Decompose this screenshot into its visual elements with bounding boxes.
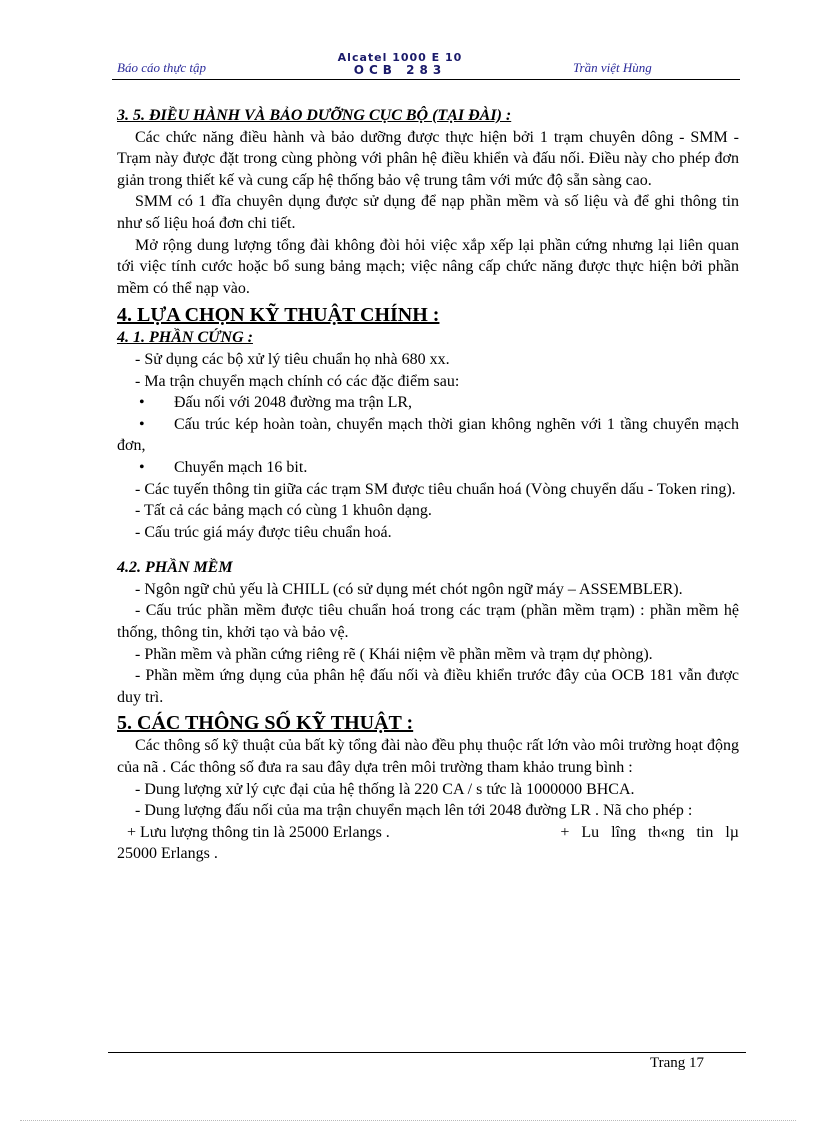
hardware-item-5: - Cấu trúc giá máy được tiêu chuẩn hoá. xyxy=(135,523,392,541)
header-logo-line2: OCB 283 xyxy=(353,63,447,77)
bullet-text: Chuyển mạch 16 bit. xyxy=(174,458,308,476)
software-item-2: - Cấu trúc phần mềm được tiêu chuẩn hoá trong các trạm (phần mềm trạm) : phần mềm hệ thống, thông tin, khởi tạo và bảo vệ. xyxy=(117,602,739,642)
section-4-heading: 4. LỰA CHỌN KỸ THUẬT CHÍNH : xyxy=(117,304,440,327)
traffic-item-2-continued: 25000 Erlangs . xyxy=(117,845,218,863)
software-item-3: - Phần mềm và phần cứng riêng rẽ ( Khái niệm về phần mềm và trạm dự phòng). xyxy=(135,645,653,663)
section-3-5-heading: 3. 5. ĐIỀU HÀNH VÀ BẢO DƯỠNG CỤC BỘ (TẠI ĐÀI) : xyxy=(117,107,512,124)
spec-item-1: - Dung lượng xử lý cực đại của hệ thống là 220 CA / s tức là 1000000 BHCA. xyxy=(135,780,635,798)
section-5-paragraph: Các thông số kỹ thuật của bất kỳ tổng đài nào đều phụ thuộc rất lớn vào môi trường hoạt động của nã . Các thông số đưa ra sau đây dựa trên môi trường tham khảo trung bình : xyxy=(117,737,739,777)
header-report-title: Báo cáo thực tập xyxy=(117,60,207,75)
bullet-icon: • xyxy=(139,394,145,412)
header-divider xyxy=(112,79,740,80)
bullet-item-3 xyxy=(117,457,739,479)
traffic-item-2: + Lu lîng th«ng tin lµ xyxy=(560,823,739,841)
hardware-item-2: - Ma trận chuyển mạch chính có các đặc điểm sau: xyxy=(135,372,460,390)
bullet-item-1 xyxy=(117,392,739,414)
hardware-item-1: - Sử dụng các bộ xử lý tiêu chuẩn họ nhà 680 xx. xyxy=(135,350,450,368)
software-item-1: - Ngôn ngữ chủ yếu là CHILL (có sử dụng mét chót ngôn ngữ máy – ASSEMBLER). xyxy=(135,580,683,598)
spec-item-2: - Dung lượng đấu nối của ma trận chuyển mạch lên tới 2048 đường LR . Nã cho phép : xyxy=(135,802,693,820)
page-body xyxy=(117,105,739,865)
section-3-5-paragraph-1: Các chức năng điều hành và bảo dưỡng được thực hiện bởi 1 trạm chuyên dông - SMM - Trạm này được đặt trong cùng phòng với phân hệ điều khiển và đấu nối. Điều này cho phép đơn giản trong thiết kế và cung cấp hệ thống bảo vệ trung tâm với mức độ sẵn sàng cao. xyxy=(117,128,739,189)
traffic-row xyxy=(117,822,739,844)
page-number: Trang 17 xyxy=(650,1055,705,1071)
section-3-5-paragraph-3: Mở rộng dung lượng tổng đài không đòi hỏi việc xắp xếp lại phần cứng nhưng lại liên quan tới việc tính cước hoặc bổ sung bảng mạch; việc nâng cấp chức năng được thực hiện bởi phần mềm có thể nạp vào. xyxy=(117,236,739,297)
header-author: Trần việt Hùng xyxy=(573,60,652,75)
traffic-item-1: + Lưu lượng thông tin là 25000 Erlangs . xyxy=(127,823,390,841)
header-logo-line1: Alcatel 1000 E 10 xyxy=(337,51,463,64)
section-4-2-heading: 4.2. PHẦN MỀM xyxy=(117,559,233,577)
software-item-4: - Phần mềm ứng dụng của phân hệ đấu nối và điều khiển trước đây của OCB 181 vẫn được duy trì. xyxy=(117,667,739,706)
bullet-item-2 xyxy=(117,414,739,457)
page-bottom-border xyxy=(20,1120,796,1121)
bullet-text: Cấu trúc kép hoàn toàn, chuyển mạch thời gian không nghẽn với 1 tầng chuyển mạch đơn, xyxy=(117,415,739,455)
footer-divider xyxy=(108,1052,746,1053)
hardware-item-4: - Tất cả các bảng mạch có cùng 1 khuôn dạng. xyxy=(135,502,432,520)
bullet-icon: • xyxy=(139,415,145,433)
header-logo xyxy=(320,52,480,76)
hardware-item-3: - Các tuyến thông tin giữa các trạm SM được tiêu chuẩn hoá (Vòng chuyển dấu - Token ring). xyxy=(135,480,736,498)
section-3-5-paragraph-2: SMM có 1 đĩa chuyên dụng được sử dụng để nạp phần mềm và số liệu và để ghi thông tin như số liệu hoá đơn chi tiết. xyxy=(117,193,739,232)
bullet-text: Đấu nối với 2048 đường ma trận LR, xyxy=(174,394,413,412)
bullet-icon: • xyxy=(139,458,145,476)
section-4-1-heading: 4. 1. PHẦN CỨNG : xyxy=(117,329,253,347)
section-5-heading: 5. CÁC THÔNG SỐ KỸ THUẬT : xyxy=(117,712,414,735)
